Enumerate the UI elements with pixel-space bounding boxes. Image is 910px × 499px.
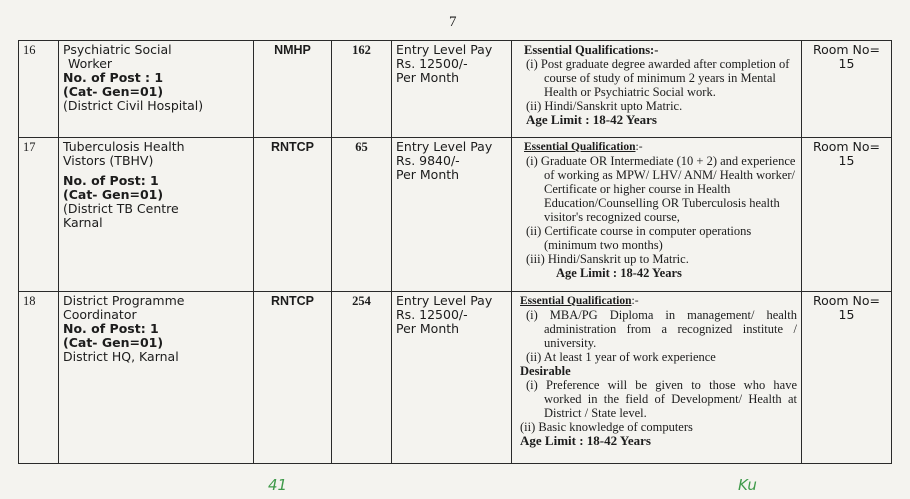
qualification-heading: Essential Qualifications:- xyxy=(524,43,659,57)
page-number: 7 xyxy=(449,14,457,30)
pay-line: Per Month xyxy=(396,321,460,336)
pay-line: Entry Level Pay xyxy=(396,42,493,57)
pay-line: Per Month xyxy=(396,70,460,85)
qualification-line: (i) Graduate OR Intermediate (10 + 2) and experience of working as MPW/ LHV/ ANM/ Health worker/ Certificate or higher course in Health Education/Counselling OR Tuberculosis health visitor's recognized course, xyxy=(526,154,796,224)
room-number: Room No= 15 xyxy=(802,138,892,292)
qualification-line: (iii) Hindi/Sanskrit up to Matric. xyxy=(526,252,689,266)
qualification-line: (ii) Hindi/Sanskrit upto Matric. xyxy=(526,99,683,113)
qualification-cell xyxy=(512,292,802,464)
location-line: (District Civil Hospital) xyxy=(63,98,204,113)
room-number: Room No= 15 xyxy=(802,41,892,138)
pay-line: Rs. 12500/- xyxy=(396,307,468,322)
post-title-line: Vistors (TBHV) xyxy=(63,153,154,168)
room-number: Room No= 15 xyxy=(802,292,892,464)
qualification-heading: Essential Qualification xyxy=(520,295,632,307)
post-count: 254 xyxy=(332,292,392,464)
serial-number: 18 xyxy=(19,292,59,464)
qualification-line: (ii) Certificate course in computer operations (minimum two months) xyxy=(526,224,752,252)
pay-cell xyxy=(392,41,512,138)
qualification-line: (ii) At least 1 year of work experience xyxy=(526,350,716,364)
location-line: Karnal xyxy=(63,215,103,230)
table-row xyxy=(19,41,892,138)
desirable-line: (i) Preference will be given to those who have worked in the field of Development/ Health at District / State level. xyxy=(526,378,797,420)
post-count: 162 xyxy=(332,41,392,138)
age-limit: Age Limit : 18-42 Years xyxy=(526,112,657,127)
pay-line: Per Month xyxy=(396,167,460,182)
pay-line: Entry Level Pay xyxy=(396,139,493,154)
post-cell xyxy=(59,292,254,464)
post-cell xyxy=(59,41,254,138)
post-count: 65 xyxy=(332,138,392,292)
qualification-heading-suffix: :- xyxy=(635,141,643,153)
table-row xyxy=(19,138,892,292)
post-title-line: Psychiatric Social xyxy=(63,42,172,57)
age-limit: Age Limit : 18-42 Years xyxy=(556,266,682,280)
scheme: RNTCP xyxy=(254,138,332,292)
scheme: RNTCP xyxy=(254,292,332,464)
handwritten-note: 41 xyxy=(268,476,288,494)
no-of-post: No. of Post: 1 xyxy=(63,173,159,188)
pay-line: Rs. 9840/- xyxy=(396,153,460,168)
category: (Cat- Gen=01) xyxy=(63,335,164,350)
qualification-cell xyxy=(512,41,802,138)
category: (Cat- Gen=01) xyxy=(63,187,164,202)
pay-cell xyxy=(392,138,512,292)
desirable-line: (ii) Basic knowledge of computers xyxy=(520,420,693,434)
serial-number: 17 xyxy=(19,138,59,292)
age-limit: Age Limit : 18-42 Years xyxy=(520,433,651,448)
table-row xyxy=(19,292,892,464)
category: (Cat- Gen=01) xyxy=(63,84,164,99)
qualification-heading-suffix: :- xyxy=(631,295,639,307)
qualification-line: (i) Post graduate degree awarded after completion of course of study of minimum 2 years in Mental Health or Psychiatric Social work. xyxy=(526,57,790,99)
serial-number: 16 xyxy=(19,41,59,138)
no-of-post: No. of Post: 1 xyxy=(63,321,159,336)
qualification-cell xyxy=(512,138,802,292)
post-title-line: Tuberculosis Health xyxy=(63,139,185,154)
location-line: (District TB Centre xyxy=(63,201,179,216)
pay-line: Entry Level Pay xyxy=(396,293,493,308)
desirable-heading: Desirable xyxy=(520,364,571,378)
qualification-heading: Essential Qualification xyxy=(524,141,636,153)
scheme: NMHP xyxy=(254,41,332,138)
post-title-line: Coordinator xyxy=(63,307,137,322)
no-of-post: No. of Post : 1 xyxy=(63,70,164,85)
post-cell xyxy=(59,138,254,292)
pay-line: Rs. 12500/- xyxy=(396,56,468,71)
handwritten-note: Ku xyxy=(738,476,757,494)
post-title-line: Worker xyxy=(68,56,113,71)
qualification-line: (i) MBA/PG Diploma in management/ health administration from a recognized institute / university. xyxy=(526,308,797,350)
pay-cell xyxy=(392,292,512,464)
vacancy-table xyxy=(18,40,892,464)
location-line: District HQ, Karnal xyxy=(63,349,179,364)
post-title-line: District Programme xyxy=(63,293,185,308)
